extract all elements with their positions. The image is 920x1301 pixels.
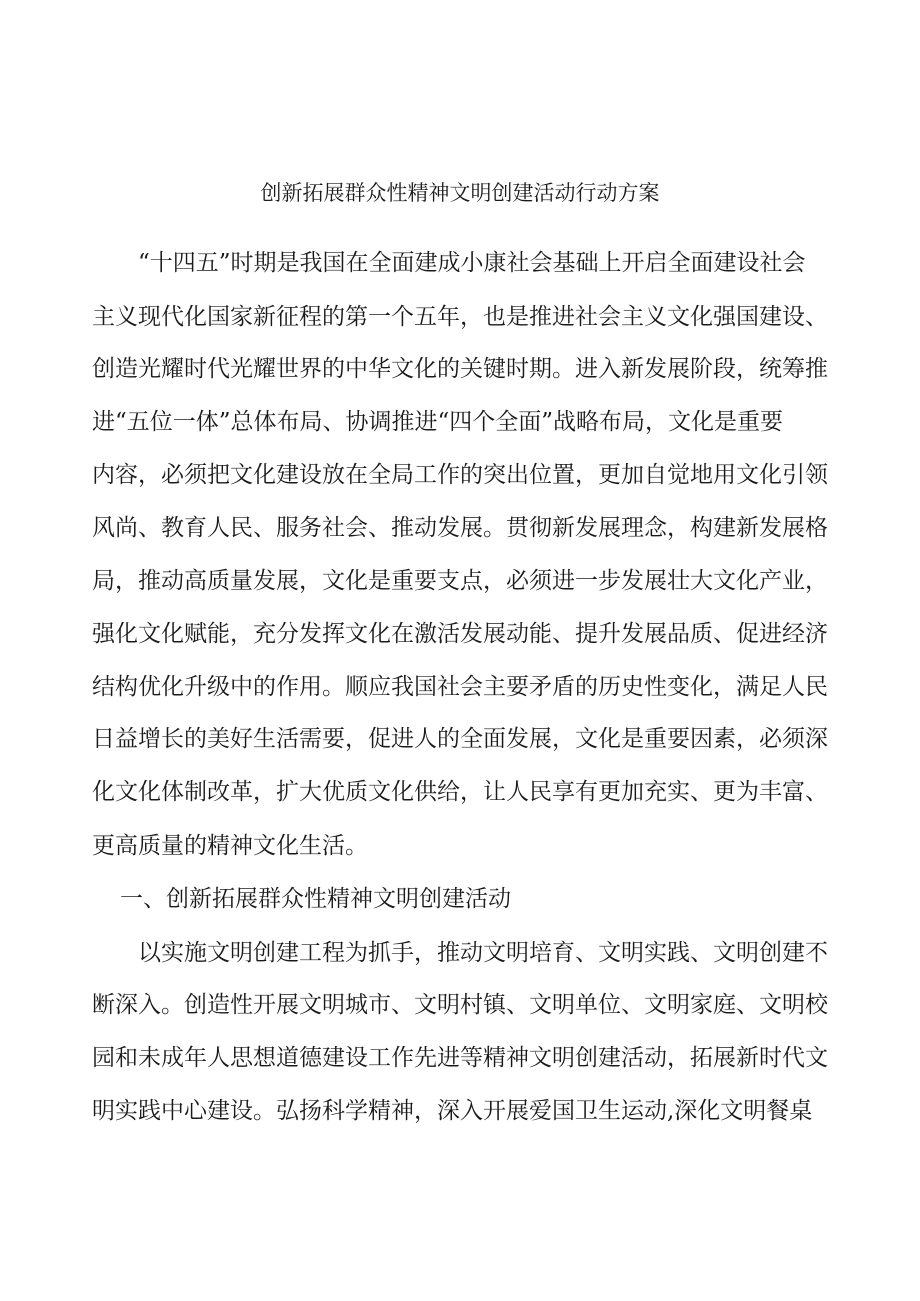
paragraph-1-line: 更高质量的精神文化生活。 [92, 833, 368, 859]
paragraph-1-line: 内容，必须把文化建设放在全局工作的突出位置，更加自觉地用文化引领 [92, 462, 828, 488]
paragraph-1-line: 风尚、教育人民、服务社会、推动发展。贯彻新发展理念，构建新发展格 [92, 515, 828, 541]
paragraph-2-line: 以实施文明创建工程为抓手，推动文明培育、文明实践、文明创建不 [138, 940, 828, 966]
document-title: 创新拓展群众性精神文明创建活动行动方案 [260, 181, 660, 205]
paragraph-2-line: 断深入。创造性开展文明城市、文明村镇、文明单位、文明家庭、文明校 [92, 992, 828, 1018]
paragraph-1-line: 结构优化升级中的作用。顺应我国社会主要矛盾的历史性变化，满足人民 [92, 674, 828, 700]
paragraph-2-line: 明实践中心建设。弘扬科学精神，深入开展爱国卫生运动,深化文明餐桌 [92, 1098, 813, 1124]
paragraph-1-line: 日益增长的美好生活需要，促进人的全面发展，文化是重要因素，必须深 [92, 726, 828, 752]
section-heading: 一、创新拓展群众性精神文明创建活动 [120, 886, 511, 912]
paragraph-2-line: 园和未成年人思想道德建设工作先进等精神文明创建活动，拓展新时代文 [92, 1045, 828, 1071]
paragraph-1-line: 主义现代化国家新征程的第一个五年，也是推进社会主义文化强国建设、 [92, 304, 828, 330]
paragraph-1-line: 强化文化赋能，充分发挥文化在激活发展动能、提升发展品质、促进经济 [92, 621, 828, 647]
paragraph-1-line: “十四五”时期是我国在全面建成小康社会基础上开启全面建设社会 [138, 250, 806, 276]
paragraph-1-line: 进“五位一体”总体布局、协调推进“四个全面”战略布局，文化是重要 [92, 409, 784, 435]
paragraph-1-line: 局，推动高质量发展，文化是重要支点，必须进一步发展壮大文化产业， [92, 568, 828, 594]
paragraph-1-line: 创造光耀时代光耀世界的中华文化的关键时期。进入新发展阶段，统筹推 [92, 356, 828, 382]
paragraph-1-line: 化文化体制改革，扩大优质文化供给，让人民享有更加充实、更为丰富、 [92, 779, 828, 805]
